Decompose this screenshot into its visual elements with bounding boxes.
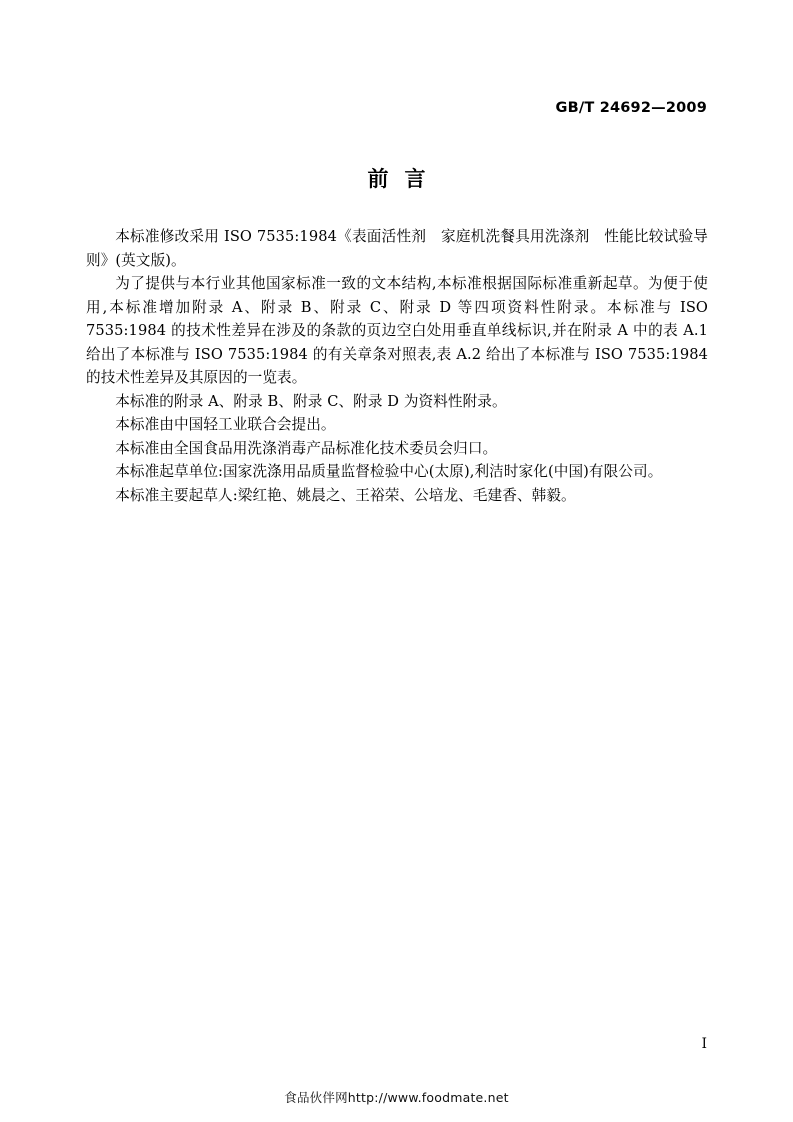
paragraph: 本标准起草单位:国家洗涤用品质量监督检验中心(太原),利洁时家化(中国)有限公司。: [115, 463, 663, 480]
foreword-body: [86, 225, 708, 507]
page-title: 前言: [367, 167, 442, 191]
paragraph: 为了提供与本行业其他国家标准一致的文本结构,本标准根据国际标准重新起草。为便于使用,本标准增加附录 A、附录 B、附录 C、附录 D 等四项资料性附录。本标准与 ISO 7535:1984 的技术性差异在涉及的条款的页边空白处用垂直单线标识,并在附录 A 中的表 A.1 给出了本标准与 ISO 7535:1984 的有关章条对照表,表 A.2 给出了本标准与 ISO 7535:1984 的技术性差异及其原因的一览表。: [86, 275, 708, 386]
paragraph: 本标准修改采用 ISO 7535:1984《表面活性剂 家庭机洗餐具用洗涤剂 性能比较试验导则》(英文版)。: [86, 228, 708, 269]
watermark-text: 食品伙伴网http://www.foodmate.net: [284, 1090, 509, 1105]
paragraph: 本标准由全国食品用洗涤消毒产品标准化技术委员会归口。: [115, 439, 498, 457]
paragraph: 本标准的附录 A、附录 B、附录 C、附录 D 为资料性附录。: [115, 392, 507, 410]
page-number: I: [701, 1036, 707, 1052]
paragraph: 本标准由中国轻工业联合会提出。: [115, 416, 336, 433]
paragraph: 本标准主要起草人:梁红艳、姚晨之、王裕荣、公培龙、毛建香、韩毅。: [115, 486, 576, 504]
standard-number: GB/T 24692—2009: [555, 100, 707, 116]
